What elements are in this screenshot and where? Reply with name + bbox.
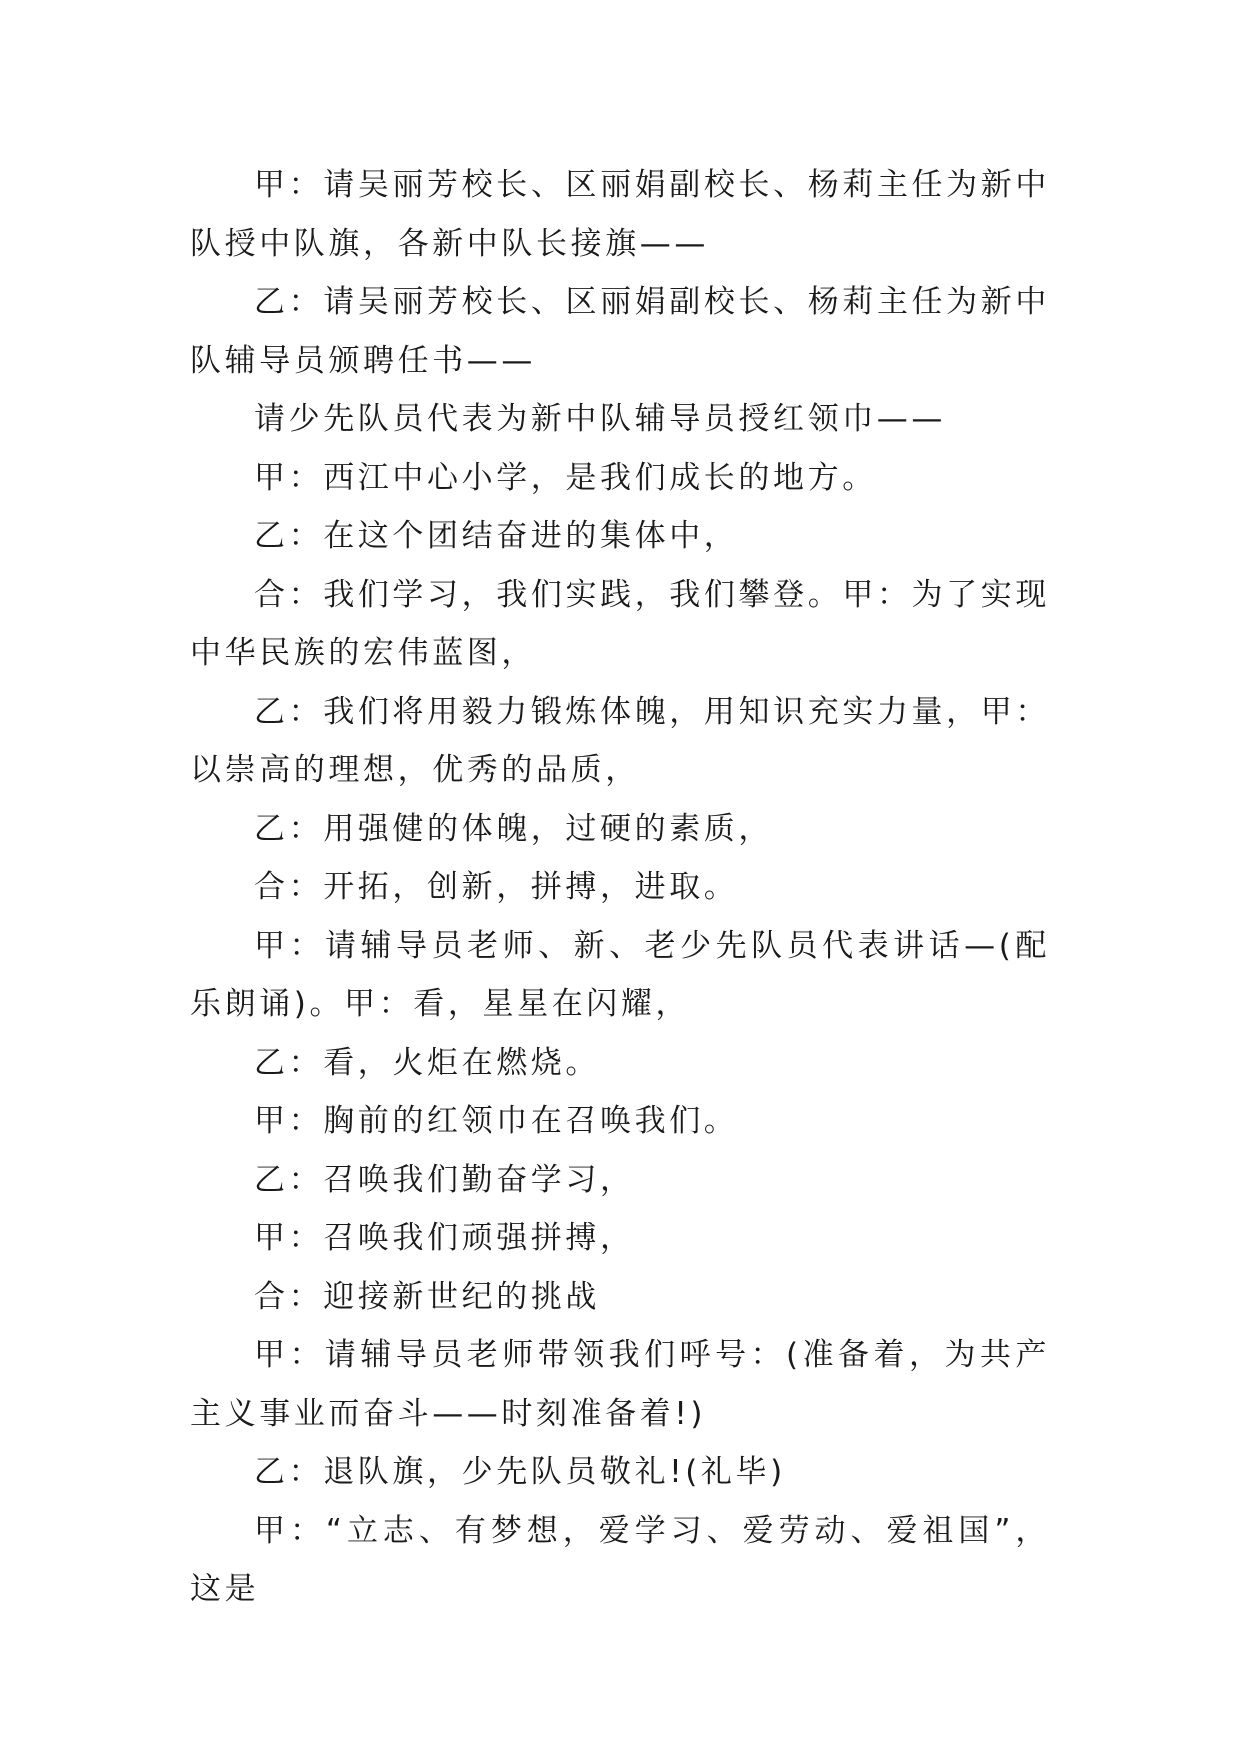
paragraph: 甲：请辅导员老师、新、老少先队员代表讲话—(配乐朗诵)。甲：看，星星在闪耀， <box>190 927 1050 1022</box>
paragraph: 甲：请辅导员老师带领我们呼号：(准备着，为共产主义事业而奋斗——时刻准备着!) <box>190 1337 1050 1432</box>
paragraph: 乙：我们将用毅力锻炼体魄，用知识充实力量，甲：以崇高的理想，优秀的品质， <box>190 693 1050 788</box>
paragraph: 甲：“立志、有梦想，爱学习、爱劳动、爱祖国”，这是 <box>190 1512 1050 1607</box>
paragraph: 甲：胸前的红领巾在召唤我们。 <box>254 1103 739 1139</box>
paragraph: 甲：召唤我们顽强拼搏， <box>254 1220 635 1256</box>
paragraph: 请少先队员代表为新中队辅导员授红领巾—— <box>254 401 946 437</box>
paragraph: 乙：召唤我们勤奋学习， <box>254 1161 635 1198</box>
paragraph: 乙：用强健的体魄，过硬的素质， <box>254 810 773 847</box>
paragraph: 合：开拓，创新，拼搏，进取。 <box>254 869 739 905</box>
paragraph: 乙：看，火炬在燃烧。 <box>254 1044 600 1081</box>
paragraph: 乙：在这个团结奋进的集体中， <box>254 518 739 554</box>
paragraph: 乙：请吴丽芳校长、区丽娟副校长、杨莉主任为新中队辅导员颁聘任书—— <box>190 284 1050 379</box>
paragraph: 合：我们学习，我们实践，我们攀登。甲：为了实现中华民族的宏伟蓝图， <box>190 576 1050 671</box>
paragraph: 甲：请吴丽芳校长、区丽娟副校长、杨莉主任为新中队授中队旗，各新中队长接旗—— <box>190 167 1050 262</box>
paragraph: 合：迎接新世纪的挑战 <box>254 1278 600 1315</box>
paragraph: 甲：西江中心小学，是我们成长的地方。 <box>254 459 877 496</box>
paragraph: 乙：退队旗，少先队员敬礼!(礼毕) <box>254 1454 786 1490</box>
document-body <box>190 156 1050 1619</box>
